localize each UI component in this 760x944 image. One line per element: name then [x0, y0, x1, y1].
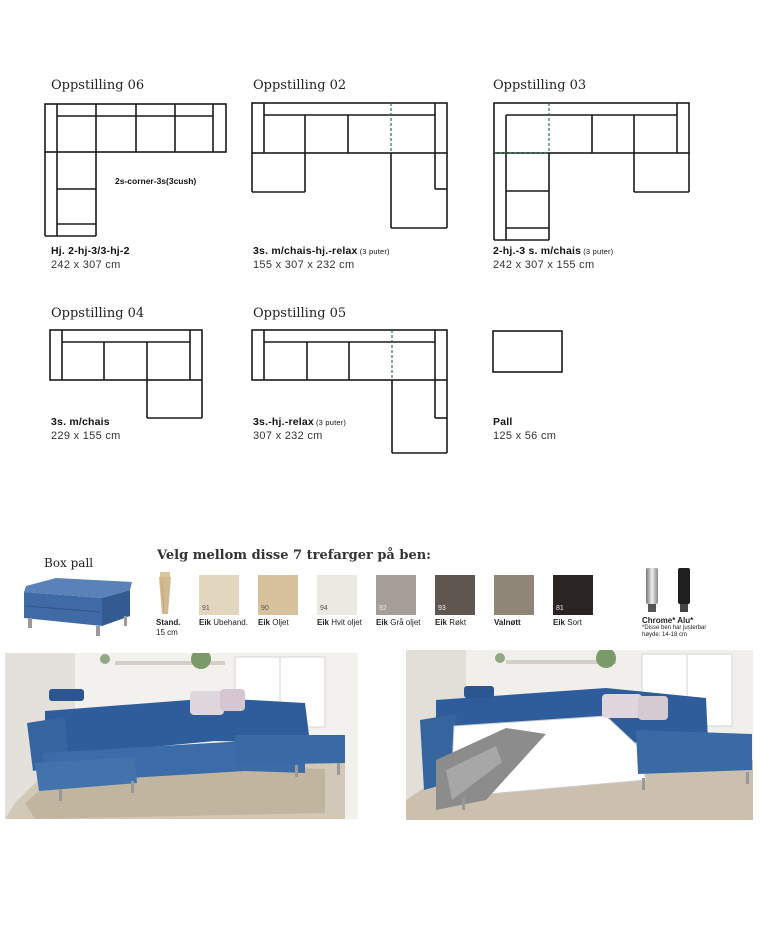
- wood-swatch: [258, 575, 298, 615]
- config-02-dims: 155 x 307 x 232 cm: [253, 259, 355, 271]
- wood-swatch: [553, 575, 593, 615]
- wood-swatch-number: 92: [379, 605, 387, 612]
- pall-diagram: [491, 330, 565, 375]
- config-03-name: 2-hj.-3 s. m/chais (3 puter): [493, 245, 614, 257]
- config-03-dims: 242 x 307 x 155 cm: [493, 259, 595, 271]
- config-03-title: Oppstilling 03: [493, 78, 587, 93]
- config-05-title: Oppstilling 05: [253, 306, 347, 321]
- wood-swatch: [435, 575, 475, 615]
- sofa-photo-left: [5, 653, 358, 819]
- config-05-name: 3s.-hj.-relax (3 puter): [253, 416, 347, 428]
- config-04-diagram: [48, 329, 206, 423]
- wood-swatch-label: Eik Oljet: [258, 618, 289, 627]
- wood-swatch-label: Eik Røkt: [435, 618, 467, 627]
- box-pall-title: Box pall: [44, 556, 94, 570]
- wood-swatch-label: Eik Hvit oljet: [317, 618, 362, 627]
- config-03-diagram: [492, 102, 692, 244]
- config-06-dims: 242 x 307 cm: [51, 259, 121, 271]
- config-06-name: Hj. 2-hj-3/3-hj-2: [51, 245, 130, 257]
- wood-swatch-number: 90: [261, 605, 269, 612]
- box-pall-image: [20, 576, 136, 638]
- metal-legs-icon: [642, 566, 698, 614]
- wood-swatch: [199, 575, 239, 615]
- config-02-name: 3s. m/chais-hj.-relax (3 puter): [253, 245, 390, 257]
- wood-swatch-label: Eik Ubehand.: [199, 618, 248, 627]
- pall-dims: 125 x 56 cm: [493, 430, 557, 442]
- wood-swatch-number: 91: [202, 605, 210, 612]
- standard-leg-label: Stand.: [156, 618, 181, 627]
- metal-legs-note-1: *Disse ben har justerbar: [642, 625, 707, 631]
- config-02-diagram: [250, 102, 450, 232]
- wood-swatch-label: Valnøtt: [494, 618, 521, 627]
- standard-leg-size: 15 cm: [156, 628, 178, 637]
- wood-swatch: [494, 575, 534, 615]
- wood-swatch-number: 94: [320, 605, 328, 612]
- config-05-dims: 307 x 232 cm: [253, 430, 323, 442]
- wood-swatch-label: Eik Grå oljet: [376, 618, 421, 627]
- wood-swatch-label: Eik Sort: [553, 618, 582, 627]
- metal-legs-label: Chrome* Alu*: [642, 616, 694, 625]
- wood-swatch: [376, 575, 416, 615]
- config-02-title: Oppstilling 02: [253, 78, 347, 93]
- wood-swatch: [317, 575, 357, 615]
- pall-name: Pall: [493, 416, 513, 428]
- wood-colors-heading: Velg mellom disse 7 trefarger på ben:: [157, 548, 431, 563]
- sofa-photo-right: [406, 650, 753, 820]
- standard-leg-icon: [156, 572, 174, 616]
- wood-swatch-number: 81: [556, 605, 564, 612]
- config-06-title: Oppstilling 06: [51, 78, 145, 93]
- wood-swatch-number: 93: [438, 605, 446, 612]
- config-04-name: 3s. m/chais: [51, 416, 110, 428]
- config-06-diagram: [44, 103, 229, 239]
- metal-legs-note-2: høyde: 14-18 cm: [642, 632, 688, 638]
- config-04-title: Oppstilling 04: [51, 306, 145, 321]
- config-06-label: 2s-corner-3s(3cush): [115, 176, 197, 186]
- config-04-dims: 229 x 155 cm: [51, 430, 121, 442]
